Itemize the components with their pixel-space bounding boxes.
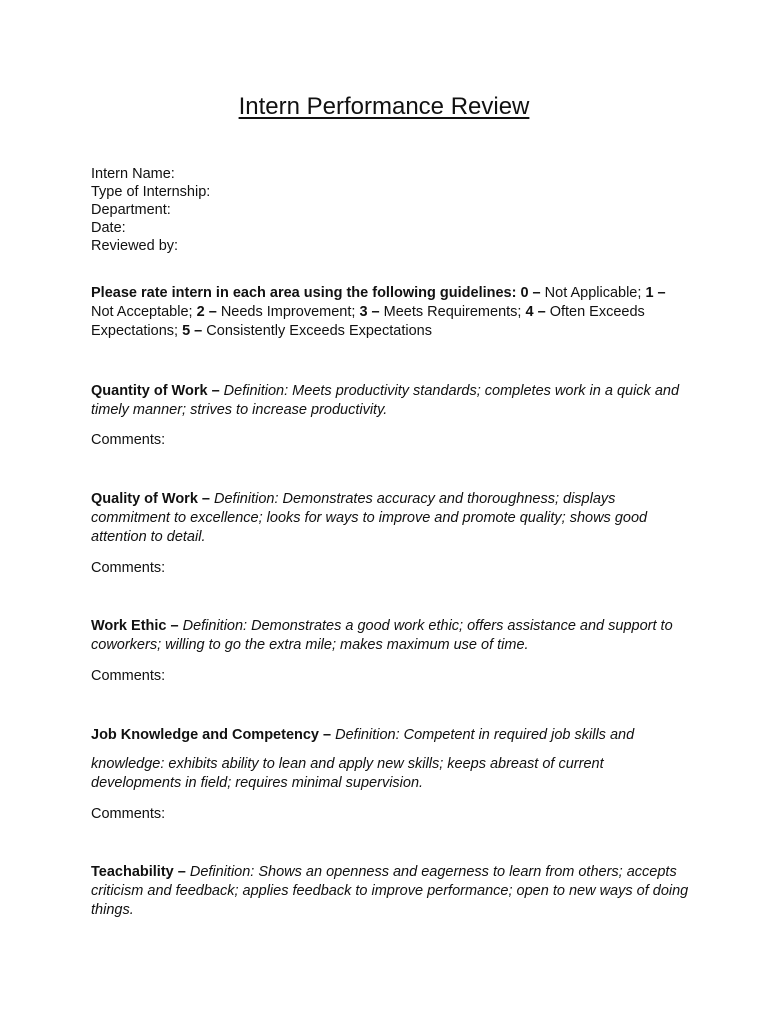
guidelines-intro: Please rate intern in each area using the following guidelines: [91,285,517,301]
intern-name-label: Intern Name: [91,166,175,182]
score-2: 2 – [196,304,217,320]
department-label: Department: [91,202,171,218]
score-5: 5 – [182,323,203,339]
section-work-ethic [91,617,691,655]
section-heading: Quantity of Work – [91,383,220,399]
score-0-text: Not Applicable; [544,285,642,301]
definition-continued: knowledge: exhibits ability to lean and apply new skills; keeps abreast of current developments in field; requires minimal supervision. [91,756,604,791]
score-2-text: Needs Improvement; [220,304,356,320]
definition-text: Definition: Competent in required job skills and [335,727,635,743]
section-job-knowledge-continued [91,755,691,793]
score-1: 1 – [645,285,666,301]
definition-text: Definition: Demonstrates accuracy and thoroughness; displays commitment to excellence; looks for ways to improve and promote quality; shows good attention to detail. [91,491,648,545]
definition-text: Definition: Meets productivity standards; completes work in a quick and timely manner; strives to increase productivity. [91,383,680,418]
section-heading: Job Knowledge and Competency – [91,727,332,743]
section-definition [91,382,691,420]
comments-job-knowledge [91,805,691,824]
score-4-text: Often Exceeds Expectations; [91,304,645,339]
header-fields [91,165,691,255]
comments-label: Comments: [91,806,166,822]
score-5-text: Consistently Exceeds Expectations [206,323,432,339]
section-definition [91,726,691,745]
section-heading: Quality of Work – [91,491,210,507]
section-heading: Work Ethic – [91,618,179,634]
score-0: 0 – [520,285,541,301]
comments-label: Comments: [91,560,166,576]
section-job-knowledge [91,726,691,745]
internship-type-label: Type of Internship: [91,184,211,200]
document-title: Intern Performance Review [238,93,530,120]
section-heading: Teachability – [91,864,186,880]
score-1-text: Not Acceptable; [91,304,193,320]
section-teachability [91,863,691,920]
comments-work-ethic [91,667,691,686]
comments-quantity [91,431,691,450]
date-label: Date: [91,220,126,236]
score-4: 4 – [525,304,546,320]
score-3-text: Meets Requirements; [383,304,522,320]
comments-label: Comments: [91,668,166,684]
section-definition [91,617,691,655]
section-definition [91,863,691,920]
definition-text: Definition: Shows an openness and eagerness to learn from others; accepts criticism and feedback; applies feedback to improve performance; open to new ways of doing things. [91,864,689,918]
comments-label: Comments: [91,432,166,448]
section-quality-of-work [91,490,691,547]
reviewed-by-label: Reviewed by: [91,238,179,254]
rating-guidelines [91,284,691,341]
score-3: 3 – [359,304,380,320]
section-definition [91,490,691,547]
comments-quality [91,559,691,578]
definition-text: Definition: Demonstrates a good work ethic; offers assistance and support to coworkers; willing to go the extra mile; makes maximum use of time. [91,618,673,653]
section-quantity-of-work [91,382,691,420]
